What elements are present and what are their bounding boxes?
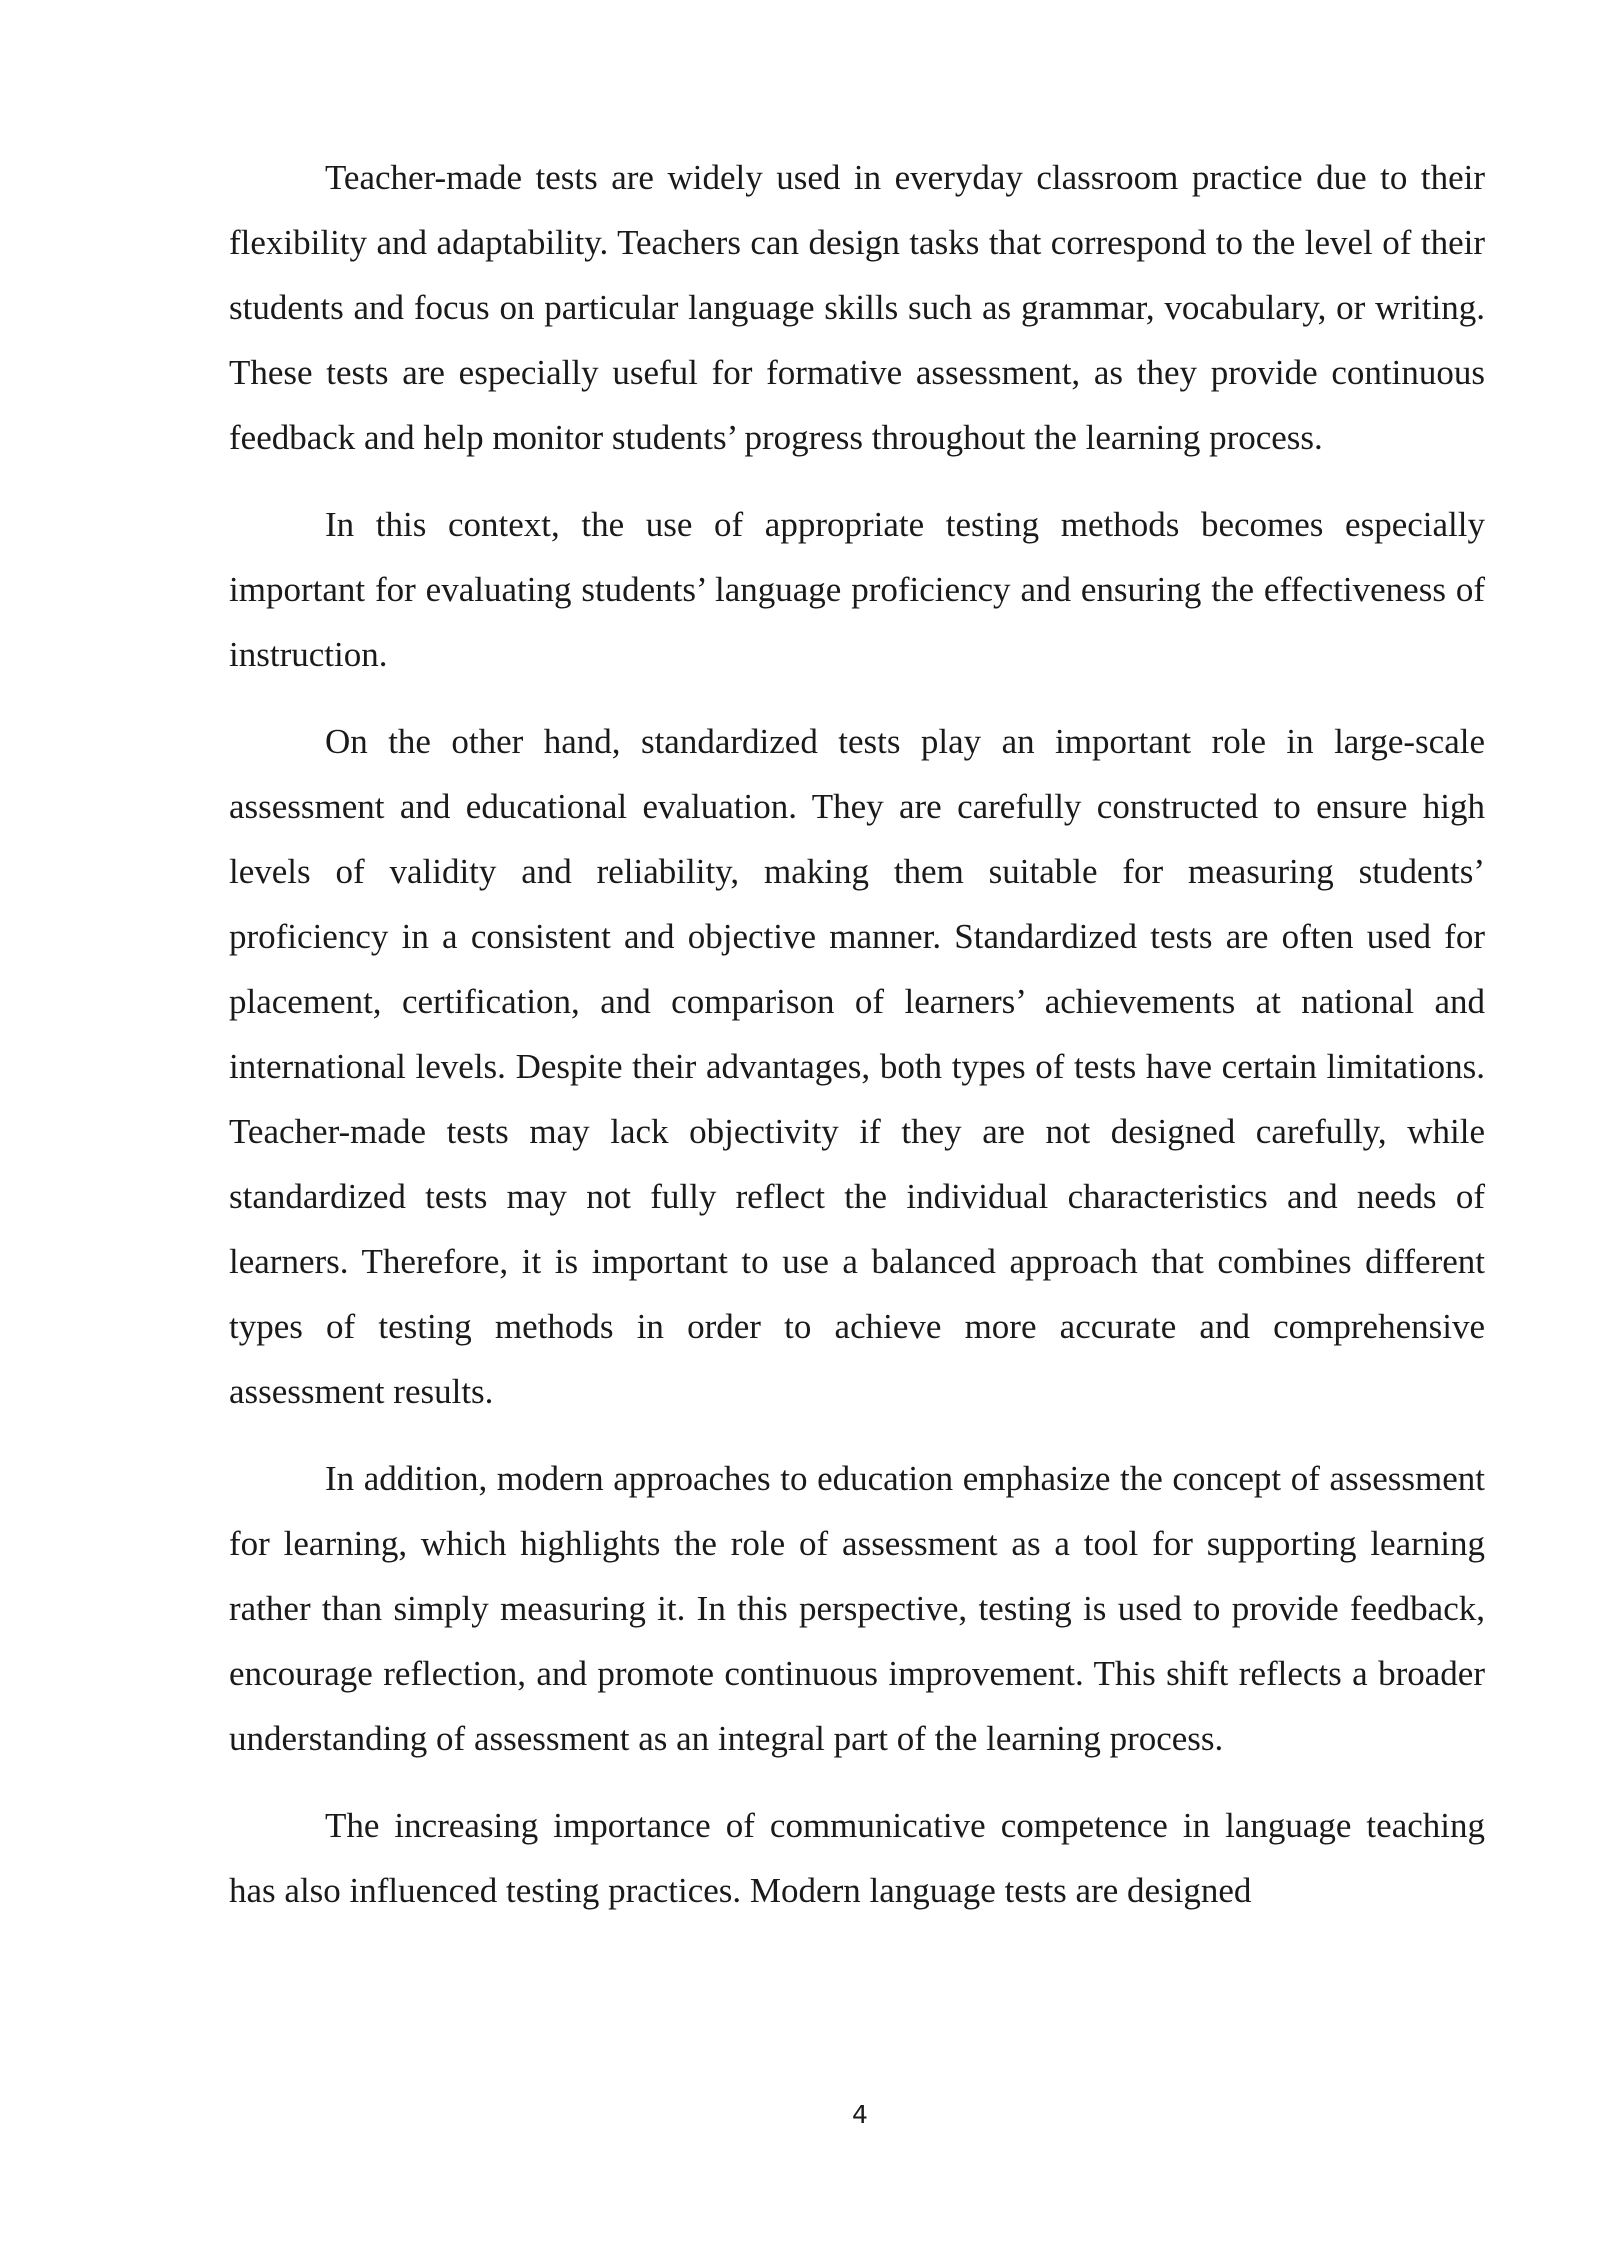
page-number: 4 [852, 2100, 868, 2129]
paragraph-communicative-competence: The increasing importance of communicative competence in language teaching has also influenced testing practices. Modern language tests are designed [229, 1806, 1485, 1910]
body-text [229, 145, 1485, 1923]
paragraph-assessment-for-learning: In addition, modern approaches to education emphasize the concept of assessment for learning, which highlights the role of assessment as a tool for supporting learning rather than simply measuring it. In this perspective, testing is used to provide feedback, encourage reflection, and promote continuous improvement. This shift reflects a broader understanding of assessment as an integral part of the learning process. [229, 1459, 1485, 1758]
paragraph-teacher-made-tests: Teacher-made tests are widely used in everyday classroom practice due to their flexibility and adaptability. Teachers can design tasks that correspond to the level of their students and focus on particular language skills such as grammar, vocabulary, or writing. These tests are especially useful for formative assessment, as they provide continuous feedback and help monitor students’ progress throughout the learning process. [229, 158, 1485, 457]
paragraph-testing-methods-context: In this context, the use of appropriate testing methods becomes especially important for evaluating students’ language proficiency and ensuring the effectiveness of instruction. [229, 505, 1485, 674]
paragraph-standardized-tests: On the other hand, standardized tests play an important role in large-scale assessment and educational evaluation. They are carefully constructed to ensure high levels of validity and reliability, making them suitable for measuring students’ proficiency in a consistent and objective manner. Standardized tests are often used for placement, certification, and comparison of learners’ achievements at national and international levels. Despite their advantages, both types of tests have certain limitations. Teacher-made tests may lack objectivity if they are not designed carefully, while standardized tests may not fully reflect the individual characteristics and needs of learners. Therefore, it is important to use a balanced approach that combines different types of testing methods in order to achieve more accurate and comprehensive assessment results. [229, 722, 1485, 1411]
